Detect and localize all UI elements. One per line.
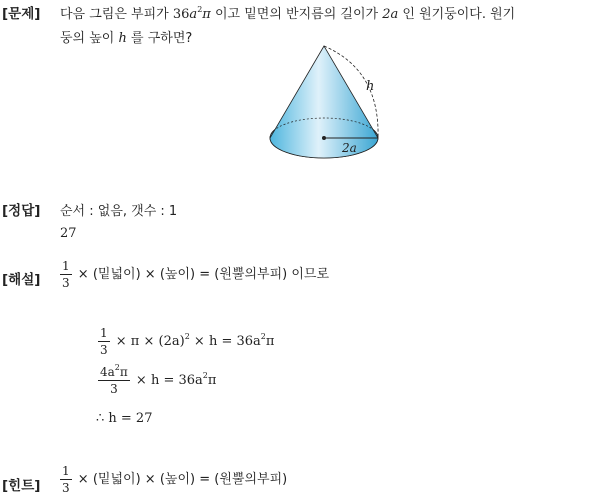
hint-label: [힌트] [2,478,41,494]
hint-base-area: (밑넓이) [92,472,141,487]
frac-den: 3 [62,276,70,290]
problem-text-suffix: 인 원기둥이다. 원기 [402,7,516,22]
radius-label: 2a [342,141,357,155]
step1-fraction [98,327,110,356]
one-third-fraction [60,260,72,289]
step2-tail-exp: 2 [202,371,208,380]
problem-text-prefix: 다음 그림은 부피가 [60,7,169,22]
answer-meta: 순서 : 없음, 갯수 : 1 [60,204,178,219]
step2-tail: × h = 36a [135,373,203,388]
problem-line2-suffix: 를 구하면? [131,31,193,46]
hint-formula [58,465,287,494]
problem-line-2 [60,27,192,46]
base-area-term: (밑넓이) [92,267,141,282]
step2-end: π [207,373,217,388]
step2-num-exp: 2 [114,363,120,372]
cone-body [270,46,378,158]
hint-frac-num: 1 [62,464,70,478]
hint-times-sign: × [77,472,89,487]
volume-exp: 2 [197,5,203,14]
step-3: ∴ h = 27 [96,411,153,426]
step-2 [96,363,217,396]
step2-num-pi: π [119,365,128,379]
volume-coef: 36 [172,7,190,22]
explanation-formula [58,260,329,289]
answer-value: 27 [60,226,77,241]
step2-num-base: 4a [100,365,115,379]
step1-end: π [265,334,275,349]
times-sign: × [77,267,89,282]
step1-frac-den: 3 [100,343,108,357]
volume-var: a [189,7,198,22]
slant-height-label: h [366,79,375,94]
problem-line-1 [60,3,515,22]
equals-sign: = [199,267,211,282]
cone-volume-term: (원뿔의부피) [214,267,288,282]
volume-pi: π [202,7,211,22]
radius-expression: 2a [382,7,399,22]
step1-tail-exp: 2 [260,332,266,341]
problem-text-mid: 이고 밑면의 반지름의 길이가 [214,7,379,22]
problem-label: [문제] [2,6,41,22]
base-center-dot [322,136,326,140]
step1-mid: × π × (2a) [115,334,185,349]
explanation-suffix: 이므로 [291,267,330,282]
hint-height: (높이) [159,472,196,487]
step1-exp: 2 [184,332,190,341]
height-var: h [118,31,127,46]
answer-label: [정답] [2,203,41,219]
problem-line2-prefix: 둥의 높이 [60,31,115,46]
step2-fraction [98,363,130,396]
times-sign-2: × [144,267,156,282]
hint-fraction [60,465,72,494]
volume-expression [173,7,211,22]
hint-equals: = [199,472,211,487]
step2-frac-den: 3 [110,382,118,396]
explanation-label: [해설] [2,272,41,288]
hint-times-sign-2: × [144,472,156,487]
step-1 [96,327,274,356]
step1-tail: × h = 36a [193,334,261,349]
height-term: (높이) [159,267,196,282]
hint-frac-den: 3 [62,481,70,495]
step1-frac-num: 1 [100,326,108,340]
hint-cone-volume: (원뿔의부피) [214,472,288,487]
cone-figure [262,40,392,170]
frac-num: 1 [62,259,70,273]
step2-frac-num [98,363,130,381]
